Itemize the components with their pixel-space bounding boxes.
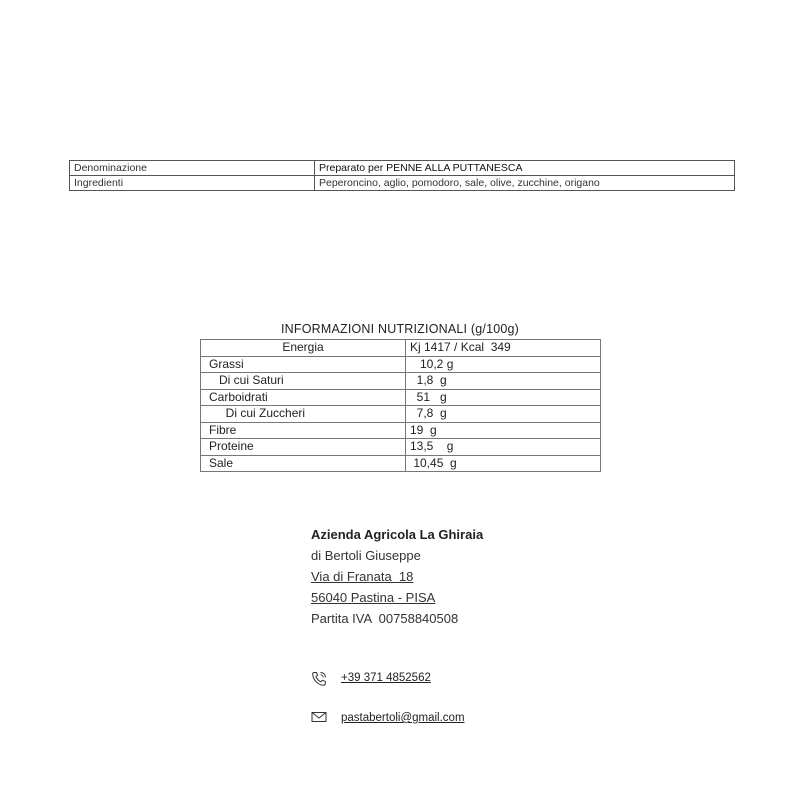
nutrition-label: Di cui Saturi [201, 373, 406, 390]
table-row [70, 176, 735, 191]
nutrition-value: Kj 1417 / Kcal 349 [406, 340, 601, 357]
table-row [201, 373, 601, 390]
table-row [201, 389, 601, 406]
company-owner: di Bertoli Giuseppe [311, 548, 421, 563]
nutrition-label: Grassi [201, 356, 406, 373]
nutrition-label: Sale [201, 455, 406, 472]
ingredienti-label: Ingredienti [70, 176, 315, 191]
denominazione-value: Preparato per PENNE ALLA PUTTANESCA [315, 161, 735, 176]
envelope-icon [311, 711, 329, 725]
nutrition-label: Carboidrati [201, 389, 406, 406]
denominazione-label: Denominazione [70, 161, 315, 176]
company-address: Via di Franata 18 [311, 569, 414, 584]
nutrition-label: Energia [201, 340, 406, 357]
table-row [70, 161, 735, 176]
phone-icon [311, 671, 329, 685]
table-row [201, 455, 601, 472]
product-info-table [69, 160, 735, 191]
phone-link[interactable]: +39 371 4852562 [341, 672, 431, 684]
nutrition-value: 10,2 g [406, 356, 601, 373]
email-link[interactable]: pastabertoli@gmail.com [341, 712, 465, 724]
table-row [201, 356, 601, 373]
phone-contact [311, 671, 431, 685]
nutrition-label: Proteine [201, 439, 406, 456]
nutrition-label: Di cui Zuccheri [201, 406, 406, 423]
email-contact [311, 711, 465, 725]
company-city: 56040 Pastina - PISA [311, 590, 436, 605]
nutrition-value: 7,8 g [406, 406, 601, 423]
table-row [201, 422, 601, 439]
nutrition-table [200, 339, 601, 472]
nutrition-value: 13,5 g [406, 439, 601, 456]
nutrition-value: 1,8 g [406, 373, 601, 390]
table-row [201, 406, 601, 423]
company-vat: Partita IVA 00758840508 [311, 611, 459, 626]
company-info [311, 524, 483, 629]
nutrition-title: INFORMAZIONI NUTRIZIONALI (g/100g) [280, 322, 520, 336]
nutrition-value: 19 g [406, 422, 601, 439]
table-row [201, 439, 601, 456]
company-name: Azienda Agricola La Ghiraia [311, 527, 484, 542]
nutrition-label: Fibre [201, 422, 406, 439]
ingredienti-value: Peperoncino, aglio, pomodoro, sale, olive, zucchine, origano [315, 176, 735, 191]
nutrition-value: 10,45 g [406, 455, 601, 472]
nutrition-value: 51 g [406, 389, 601, 406]
table-row [201, 340, 601, 357]
